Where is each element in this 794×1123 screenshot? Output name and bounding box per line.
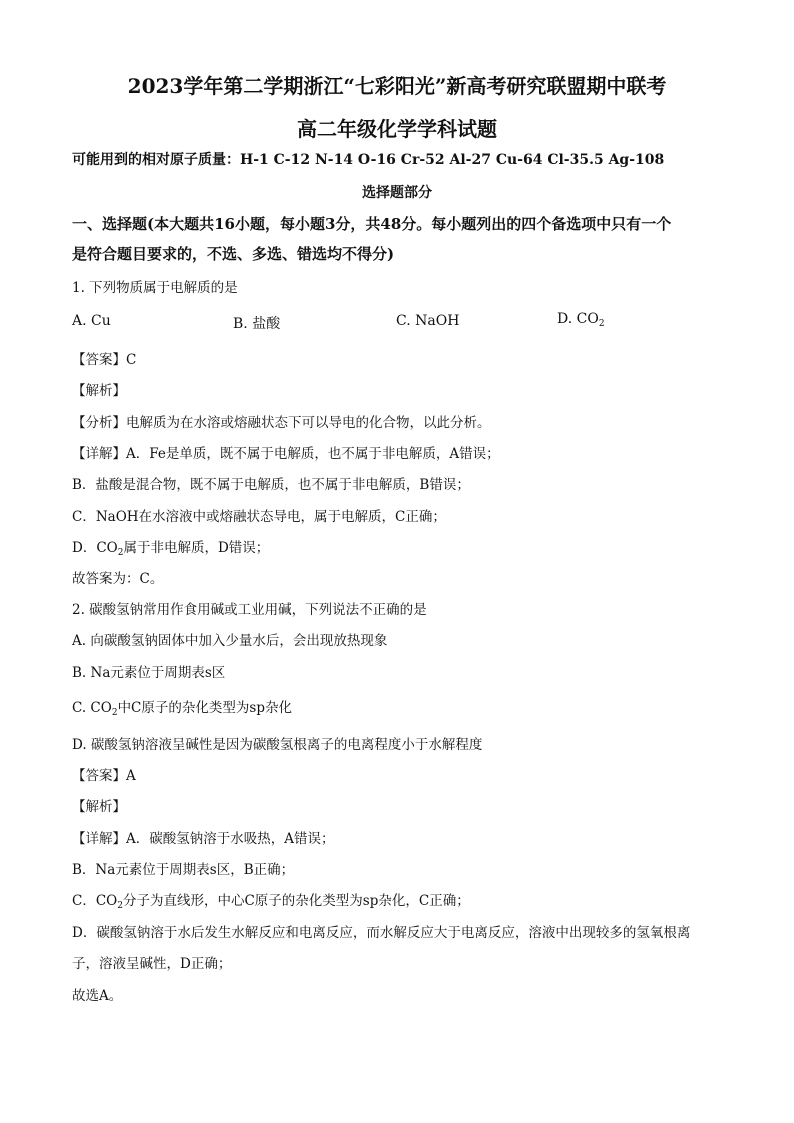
q2-conclusion: 故选A。 — [72, 988, 123, 1004]
section-heading: 选择题部分 — [362, 185, 432, 201]
q1-detail-b: B．盐酸是混合物，既不属于电解质，也不属于非电解质，B错误； — [72, 477, 470, 493]
q1-analysis-label: 【解析】 — [72, 383, 126, 399]
q1-option-c: C. NaOH — [396, 313, 460, 329]
instructions-line-1: 一、选择题(本大题共16小题，每小题3分，共48分。每小题列出的四个备选项中只有一个 — [72, 215, 672, 233]
q2-detail-a: 【详解】A．碳酸氢钠溶于水吸热，A错误； — [72, 831, 335, 847]
q2-option-c: C. $CO_2$中C原子的杂化类型为sp杂化 — [72, 700, 292, 718]
q2-detail-d-line-1: D．碳酸氢钠溶于水后发生水解反应和电离反应，而水解反应大于电离反应，溶液中出现较多的氢氧根离 — [72, 925, 691, 941]
q1-detail-a: 【详解】A．Fe是单质，既不属于电解质，也不属于非电解质，A错误； — [72, 446, 500, 462]
atomic-masses: 可能用到的相对原子质量：H-1 C-12 N-14 O-16 Cr-52 Al-27 Cu-64 Cl-35.5 Ag-108 — [72, 152, 665, 168]
q1-detail-d: D．$CO_2$属于非电解质，D错误； — [72, 540, 270, 558]
q1-answer: 【答案】C — [72, 352, 137, 368]
instructions-line-2: 是符合题目要求的，不选、多选、错选均不得分) — [72, 245, 395, 263]
q2-option-a: A. 向碳酸氢钠固体中加入少量水后，会出现放热现象 — [72, 633, 388, 649]
q2-option-d: D. 碳酸氢钠溶液呈碱性是因为碳酸氢根离子的电离程度小于水解程度 — [72, 737, 483, 753]
exam-title: 2023学年第二学期浙江“七彩阳光”新高考研究联盟期中联考 — [127, 74, 667, 98]
q2-analysis-label: 【解析】 — [72, 799, 126, 815]
q1-conclusion: 故答案为：C。 — [72, 571, 164, 587]
q1-option-b: B. 盐酸 — [233, 316, 281, 332]
q2-stem: 2. 碳酸氢钠常用作食用碱或工业用碱，下列说法不正确的是 — [72, 602, 427, 618]
q2-detail-b: B．Na元素位于周期表s区，B正确； — [72, 862, 295, 878]
q1-stem: 1. 下列物质属于电解质的是 — [72, 280, 238, 296]
q2-detail-c: C．$CO_2$分子为直线形，中心C原子的杂化类型为sp杂化，C正确； — [72, 893, 470, 911]
q1-option-d: D. $CO_2$ — [557, 311, 605, 329]
q2-answer: 【答案】A — [72, 768, 136, 784]
q2-option-b: B. Na元素位于周期表s区 — [72, 665, 226, 681]
q1-detail-c: C．NaOH在水溶液中或熔融状态导电，属于电解质，C正确； — [72, 509, 446, 525]
q2-detail-d-line-2: 子，溶液呈碱性，D正确； — [72, 956, 232, 972]
q1-fenxi: 【分析】电解质为在水溶或熔融状态下可以导电的化合物，以此分析。 — [72, 415, 491, 431]
exam-subtitle: 高二年级化学学科试题 — [297, 117, 497, 141]
q1-option-a: A. Cu — [72, 313, 111, 329]
